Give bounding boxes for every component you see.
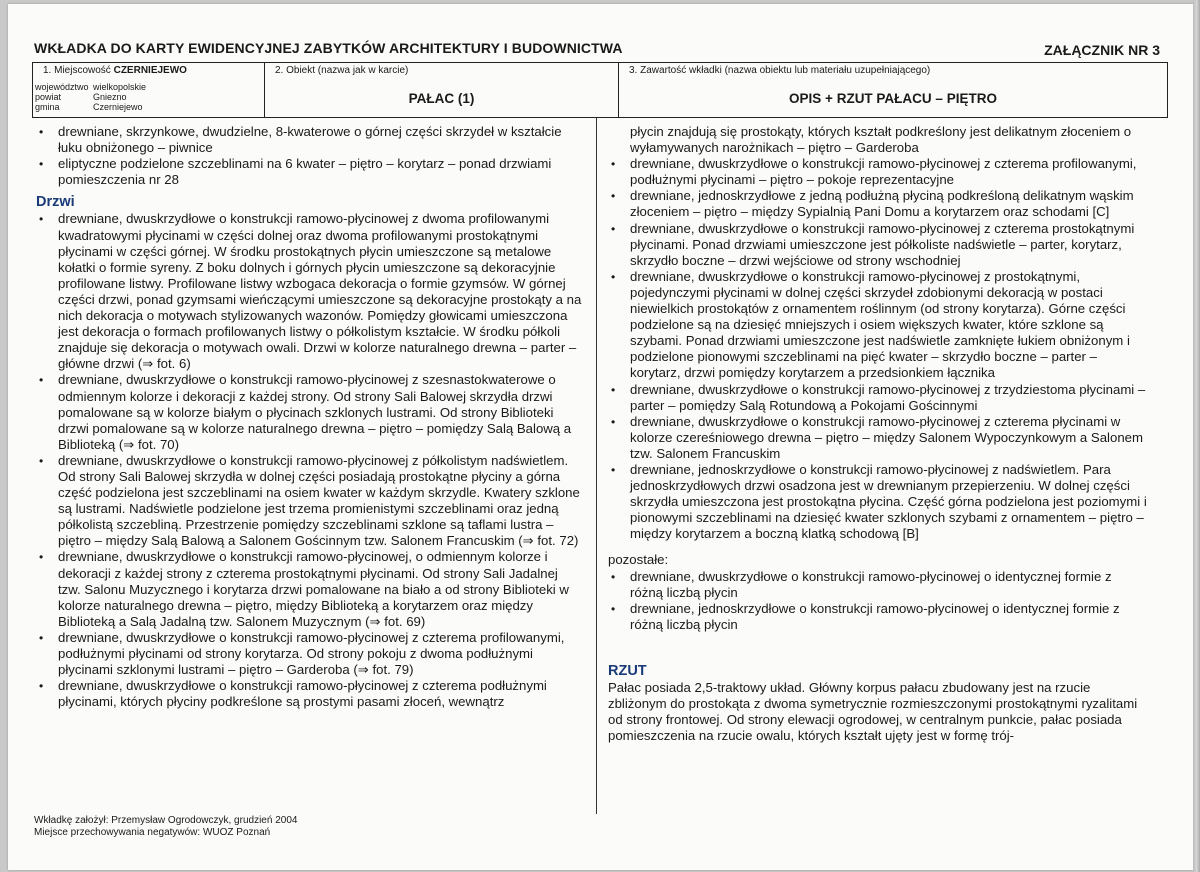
content-value: OPIS + RZUT PAŁACU – PIĘTRO (789, 91, 997, 106)
list-item: • drewniane, dwuskrzydłowe o konstrukcji ramowo-płycinowej z czterema płycinami w kolorze czereśniowego drewna – piętro – między Salonem Wypoczynkowym a Salonem tzw. Salonem Francuskim (611, 413, 1143, 461)
column-divider (596, 118, 597, 814)
doors-list (36, 211, 584, 710)
location-row-voivodeship: województwo wielkopolskie (35, 82, 147, 92)
list-item: • drewniane, dwuskrzydłowe o konstrukcji ramowo-płycinowej z czterema podłużnymi płycinami, których płyciny podkreślone są prostymi pasami złoceń, wewnątrz (39, 678, 547, 710)
location-value: CZERNIEJEWO (113, 65, 187, 76)
list-item: • drewniane, dwuskrzydłowe o konstrukcji ramowo-płycinowej z szesnastokwaterowe o odmiennym kolorze i dekoracji z każdej strony. Od strony Sali Balowej skrzydła drzwi pomalowane są w kolorze białym o płycinach szklonych lustrami. Od strony Biblioteki drzwi pomalowane są w kolorze naturalnego drewna – piętro – pomiędzy Salą Balową a Biblioteką (⇒ fot. 70) (39, 372, 572, 452)
list-item: • drewniane, jednoskrzydłowe o konstrukcji ramowo-płycinowej z nadświetlem. Para jednoskrzydłowych drzwi osadzona jest w drewnianym przepierzeniu. W dolnej części skrzydła umieszczona jest prostokątna płycina. Część górna podzielona jest poziomymi i pionowymi szczeblinami na dziesięć kwater szklonych szybami z ornamentem – piętro – między korytarzem a boczną klatką schodową [B] (611, 461, 1147, 542)
list-item: • drewniane, dwuskrzydłowe o konstrukcji ramowo-płycinowej o identycznej formie z różną liczbą płycin (611, 568, 1112, 600)
list-item: • drewniane, dwuskrzydłowe o konstrukcji ramowo-płycinowej z półkolistym nadświetlem. Od strony Sali Balowej skrzydła w dolnej części posiadają prostokątne płyciny a górna część podzielona jest szczeblinami na osiem kwater w każdym skrzydle. Kwatery szklone są lustrami. Nadświetle podzielone jest trzema promienistymi szczeblinami oraz jedną półkolistą szczebliną. Przestrzenie pomiędzy szczeblinami szklone są taflami lustra – piętro – między Salą Balową a Salonem Gościnnym tzw. Salonem Francuskim (⇒ fot. 72) (39, 452, 580, 549)
list-item: • eliptyczne podzielone szczeblinami na 6 kwater – piętro – korytarz – ponad drzwiami pomieszczenia nr 28 (39, 156, 552, 188)
list-item: • drewniane, jednoskrzydłowe o konstrukcji ramowo-płycinowej o identycznej formie z różną liczbą płycin (611, 600, 1120, 632)
list-item: • drewniane, dwuskrzydłowe o konstrukcji ramowo-płycinowej z trzydziestoma płycinami – parter – pomiędzy Salą Rotundową a Pokojami Gościnnymi (611, 381, 1146, 413)
object-cell (265, 63, 619, 117)
other-doors-list (608, 569, 1148, 633)
other-label: pozostałe: (608, 552, 669, 568)
footer (34, 815, 297, 839)
list-item: • drewniane, skrzynkowe, dwudzielne, 8-kwaterowe o górnej części skrzydeł w kształcie łuku obniżonego – piwnice (39, 124, 562, 156)
annex-number: ZAŁĄCZNIK NR 3 (1044, 42, 1160, 58)
list-item: • drewniane, jednoskrzydłowe z jedną podłużną płyciną podkreśloną delikatnym wąskim złoceniem – piętro – między Sypialnią Pani Domu a korytarzem oraz schodami [C] (611, 188, 1134, 220)
scan-edge (1193, 0, 1200, 872)
content-cell (619, 63, 1167, 117)
list-item: • drewniane, dwuskrzydłowe o konstrukcji ramowo-płycinowej z prostokątnymi, pojedynczymi płycinami w dolnej części skrzydeł zdobionymi dekoracją w postaci niewielkich prostokątów z ornamentem roślinnym (od strony korytarza). Górne części podzielone są na dziesięć mniejszych i osiem większych kwater, które szklone są szybami. Ponad drzwiami umieszczone jest nadświetle zamknięte łukiem obniżonym i podzielone pionowymi szczeblinami na pięć kwater – skrzydło boczne – parter – korytarz, drzwi pomiędzy korytarzem a przedsionkiem łącznika (611, 268, 1130, 381)
continued-text: płycin znajdują się prostokąty, których kształt podkreślony jest delikatnym złoceniem o wyłamywanych narożnikach – piętro – Garderoba (630, 124, 1132, 156)
list-item: • drewniane, dwuskrzydłowe o konstrukcji ramowo-płycinowej z czterema profilowanymi, podłużnymi płycinami – piętro – pokoje reprezentacyjne (611, 156, 1137, 188)
list-item: • drewniane, dwuskrzydłowe o konstrukcji ramowo-płycinowej z czterema prostokątnymi płycinami. Ponad drzwiami umieszczone jest półkoliste nadświetle – parter, korytarz, skrzydło boczne – drzwi wejściowe od strony wschodniej (611, 220, 1135, 268)
object-label: 2. Obiekt (nazwa jak w karcie) (275, 65, 409, 76)
window-list (36, 124, 584, 188)
list-item: • drewniane, dwuskrzydłowe o konstrukcji ramowo-płycinowej z dwoma profilowanymi kwadratowymi płycinami w części dolnej oraz dwoma profilowanymi prostokątnymi płycinami w części górnej. W środku prostokątnych płycin umieszczone są metalowe kołatki o formie syreny. Z boku dolnych i górnych płycin umieszczone są dekoracyjnie profilowane listwy. Profilowane listwy wzbogaca dekoracja o formie gzymsów. W górnej części drzwi, ponad gzymsami wieńczącymi umieszczone są dekoracyjne prostokąty a na nich dekoracja o motywach stylizowanych wazonów. Pomiędzy głowicami umieszczona jest dekoracja o formach profilowanych listwy o półkolistym kształcie. W środku półkoli znajduje się dekoracja o motywach owali. Drzwi w kolorze naturalnego drewna – parter – główne drzwi (⇒ fot. 6) (39, 211, 582, 372)
footer-storage: Miejsce przechowywania negatywów: WUOZ Poznań (34, 827, 271, 838)
doors-list-continued (608, 156, 1148, 542)
object-value: PAŁAC (1) (408, 91, 475, 106)
header-table (32, 62, 1168, 118)
left-column (36, 124, 584, 710)
list-item: • drewniane, dwuskrzydłowe o konstrukcji ramowo-płycinowej z czterema profilowanymi, podłużnymi płycinami od strony korytarza. Od strony pokoju z dwoma podłużnymi płycinami szklonymi lustrami – piętro – Garderoba (⇒ fot. 79) (39, 629, 565, 678)
right-column (608, 124, 1148, 744)
plan-heading: RZUT (608, 662, 647, 679)
plan-text: Pałac posiada 2,5-traktowy układ. Główny korpus pałacu zbudowany jest na rzucie zbliżonym do prostokąta z dwoma symetrycznie rozmieszczonymi prostokątnymi ryzalitami od strony frontowej. Od strony elewacji ogrodowej, w centralnym punkcie, pałac posiada pomieszczenia na rzucie owalu, których kształt ujęty jest w formę trój- (608, 680, 1138, 744)
doors-heading: Drzwi (36, 194, 75, 211)
content-label: 3. Zawartość wkładki (nazwa obiektu lub materiału uzupełniającego) (629, 65, 931, 76)
footer-author: Wkładkę założył: Przemysław Ogrodowczyk, grudzień 2004 (34, 815, 298, 826)
location-row-county: powiat Gniezno (35, 92, 127, 102)
list-item: • drewniane, dwuskrzydłowe o konstrukcji ramowo-płycinowej, o odmiennym kolorze i dekoracji z każdej strony z czterema prostokątnymi płycinami. Od strony Sali Jadalnej tzw. Salonu Muzycznego i korytarza drzwi pomalowane na biało a od strony Biblioteki w kolorze naturalnego drewna – piętro, między Biblioteką a korytarzem oraz między Biblioteką a Salą Jadalną tzw. Salonem Muzycznym (⇒ fot. 69) (39, 549, 569, 629)
location-cell (33, 63, 265, 117)
location-label: 1. Miejscowość CZERNIEJEWO (43, 65, 187, 76)
form-title: WKŁADKA DO KARTY EWIDENCYJNEJ ZABYTKÓW ARCHITEKTURY I BUDOWNICTWA (34, 40, 623, 56)
location-row-commune: gmina Czerniejewo (35, 102, 143, 112)
